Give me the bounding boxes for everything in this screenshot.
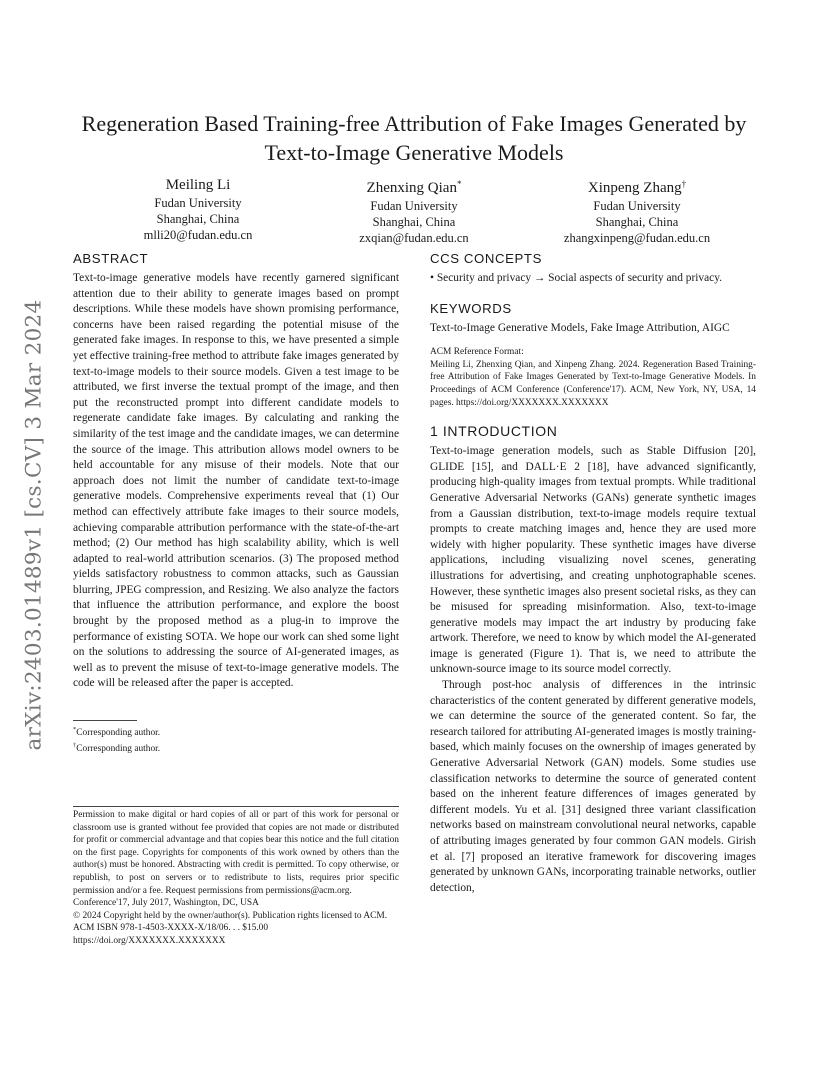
author-email[interactable]: zhangxinpeng@fudan.edu.cn	[563, 231, 711, 246]
abstract-heading: ABSTRACT	[73, 251, 149, 266]
footnote-divider	[73, 720, 137, 721]
author-mark: †	[681, 179, 687, 189]
author-location: Shanghai, China	[595, 215, 679, 230]
author-name: Meiling Li	[165, 177, 231, 193]
footnote-mark: *	[73, 726, 77, 734]
conference-line: Conference'17, July 2017, Washington, DC, USA	[73, 898, 259, 909]
keywords-heading: KEYWORDS	[430, 300, 512, 316]
permission-block	[73, 806, 399, 948]
author-block	[0, 176, 828, 246]
footnote-text: Corresponding author.	[76, 743, 161, 754]
doi-link[interactable]: https://doi.org/XXXXXXX.XXXXXXX	[73, 935, 226, 946]
author-email[interactable]: zxqian@fudan.edu.cn	[359, 231, 469, 246]
permission-divider	[73, 806, 399, 807]
author-location: Shanghai, China	[156, 212, 240, 226]
abstract-text: Text-to-image generative models have recently garnered significant attention due to their ability to generate images based on prompt descriptions. While these models have shown promising performance, concerns have been raised regarding the potential misuse of the generated fake images. In response to this, we have presented a simple yet effective training-free method to attribute fake images generated by text-to-image models to their source models. Given a test image to be attributed, we first inverse the textual prompt of the image, and then put the reconstructed prompt into different candidate models to regenerate candidate fake images. By calculating and ranking the similarity of the test image and the candidate images, we can determine the source of the image. This attribution allows model owners to be held accountable for any misuse of their models. Note that our approach does not limit the number of candidate text-to-image generative models. Comprehensive experiments reveal that (1) Our method can effectively attribute fake images to their source models, achieving comparable attribution performance with the state-of-the-art method; (2) Our method has high scalability ability, which is well adapted to real-world attribution scenarios. (3) The proposed method yields satisfactory robustness to common attacks, such as Gaussian blurring, JPEG compression, and Resizing. We also analyze the factors that influence the attribution performance, and explore the boost brought by the proposed method as a plug-in to improve the performance of existing SOTA. We hope our work can shed some light on the solutions to addressing the source of AI-generated images, as well as to prevent the misuse of text-to-image generative models. The code will be released after the paper is accepted.	[73, 272, 399, 690]
author-name: Zhenxing Qian	[366, 180, 457, 197]
paper-title: Regeneration Based Training-free Attribution of Fake Images Generated by Text-to-Image Generative Models	[81, 111, 747, 165]
author-3	[527, 176, 747, 246]
intro-paragraph-2: Through post-hoc analysis of differences in the intrinsic characteristics of the content generated by different generative models, we can determine the source of the generated content. So far, the research tailored for attributing AI-generated images is mostly training-based, which mainly focuses on the ownership of images generated by Generative Adversarial Network (GAN) models. Some studies use classification networks to determine the source of generated content based on the inherent feature differences of images generated by different models. Yu et al. [31] designed three variant classification networks based on mainstream convolutional neural networks, capable of attributing images generated by four common GAN models. Girish et al. [7] proposed an iterative framework for discovering images generated by unknown GANs, incorporating trainable networks, outlier detection,	[430, 679, 756, 894]
author-email[interactable]: mlli20@fudan.edu.cn	[143, 228, 253, 242]
left-column	[73, 251, 399, 755]
author-name: Xinpeng Zhang	[587, 180, 682, 197]
reference-format-text: Meiling Li, Zhenxing Qian, and Xinpeng Zhang. 2024. Regeneration Based Training-free Attribution of Fake Images Generated by Text-to-Image Generative Models. In Proceedings of ACM Conference (Conference'17). ACM, New York, NY, USA, 14 pages. https://doi.org/XXXXXXX.XXXXXXX	[430, 359, 756, 408]
author-1	[88, 176, 308, 243]
permission-text: Permission to make digital or hard copies of all or part of this work for personal or classroom use is granted without fee provided that copies are not made or distributed for profit or commercial advantage and that copies bear this notice and the full citation on the first page. Copyrights for components of this work owned by others than the author(s) must be honored. Abstracting with credit is permitted. To copy otherwise, or republish, to post on servers or to redistribute to lists, requires prior specific permission and/or a fee. Request permissions from permissions@acm.org.	[73, 810, 399, 896]
author-mark: *	[456, 179, 462, 189]
arxiv-identifier[interactable]: arXiv:2403.01489v1 [cs.CV] 3 Mar 2024	[21, 299, 47, 751]
footnote-1	[73, 724, 399, 740]
author-affiliation: Fudan University	[593, 199, 681, 214]
copyright-line: © 2024 Copyright held by the owner/author(s). Publication rights licensed to ACM.	[73, 910, 388, 921]
footnote-mark: †	[73, 741, 77, 749]
footnote-2	[73, 740, 399, 756]
author-location: Shanghai, China	[372, 215, 456, 230]
isbn-line: ACM ISBN 978-1-4503-XXXX-X/18/06. . . $15.00	[73, 923, 269, 934]
ccs-text: • Security and privacy → Social aspects of security and privacy.	[430, 272, 723, 284]
author-affiliation: Fudan University	[154, 196, 242, 210]
author-2	[304, 176, 524, 246]
author-affiliation: Fudan University	[370, 199, 458, 214]
introduction-heading: 1 INTRODUCTION	[430, 423, 558, 440]
ccs-heading: CCS CONCEPTS	[430, 251, 542, 266]
keywords-text: Text-to-Image Generative Models, Fake Image Attribution, AIGC	[430, 321, 730, 334]
intro-paragraph-1: Text-to-image generation models, such as Stable Diffusion [20], GLIDE [15], and DALL·E 2 [18], have advanced significantly, producing high-quality images from textual prompts. While traditional Generative Adversarial Networks (GANs) generate synthetic images from a Gaussian distribution, text-to-image models require textual prompts to create matching images and, hence they are used more widely with higher popularity. These synthetic images have diverse applications, including visualizing novel scenes, generating illustrations for advertising, and creating unphotographable scenes. However, these synthetic images also present societal risks, as they can be misused for spreading misinformation. Also, text-to-image generative models may impact the art industry by producing fake artwork. Therefore, we need to know by which model the AI-generated image is generated (Figure 1). That is, we need to attribute the unknown-source image to its source model correctly.	[430, 445, 756, 676]
footnote-text: Corresponding author.	[76, 728, 161, 739]
reference-format-label: ACM Reference Format:	[430, 347, 524, 358]
right-column	[430, 251, 756, 896]
